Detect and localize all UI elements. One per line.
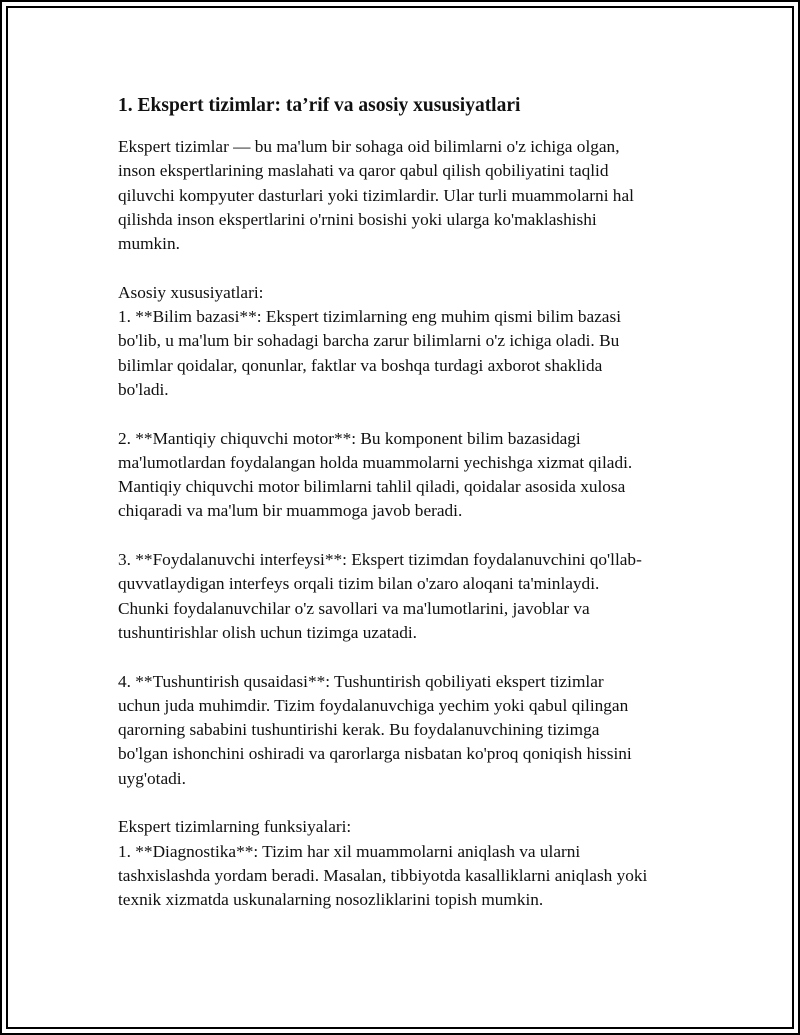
text-line: qilishda inson ekspertlarini o'rnini bosishi yoki ularga ko'maklashishi bbox=[118, 209, 597, 229]
text-line: bo'lgan ishonchini oshiradi va qarorlarga nisbatan ko'proq qoniqish hissini bbox=[118, 744, 632, 764]
text-line: tushuntirishlar olish uchun tizimga uzatadi. bbox=[118, 622, 418, 642]
paragraph-gap bbox=[118, 256, 698, 280]
text-line: 3. **Foydalanuvchi interfeysi**: Ekspert tizimdan foydalanuvchini qo'llab- bbox=[118, 550, 642, 570]
paragraph-gap bbox=[118, 524, 698, 548]
text-line: tashxislashda yordam beradi. Masalan, tibbiyotda kasalliklarni aniqlash yoki bbox=[118, 865, 648, 885]
text-line: 1. **Diagnostika**: Tizim har xil muammolarni aniqlash va ularni bbox=[118, 841, 581, 861]
text-line: inson ekspertlarining maslahati va qaror qabul qilish qobiliyatini taqlid bbox=[118, 161, 609, 181]
paragraph-gap bbox=[118, 645, 698, 669]
paragraph-inference-engine bbox=[118, 427, 698, 524]
text-line: uyg'otadi. bbox=[118, 768, 186, 788]
section-heading-functions: Ekspert tizimlarning funksiyalari: bbox=[118, 817, 352, 837]
paragraph-explanation bbox=[118, 670, 698, 791]
paragraph-functions bbox=[118, 815, 698, 912]
text-line: chiqaradi va ma'lum bir muammoga javob beradi. bbox=[118, 501, 463, 521]
text-line: bilimlar qoidalar, qonunlar, faktlar va boshqa turdagi axborot shaklida bbox=[118, 355, 603, 375]
text-line: Chunki foydalanuvchilar o'z savollari va ma'lumotlarini, javoblar va bbox=[118, 598, 590, 618]
text-line: bo'lib, u ma'lum bir sohadagi barcha zarur bilimlarni o'z ichiga oladi. Bu bbox=[118, 331, 620, 351]
text-line: qiluvchi kompyuter dasturlari yoki tizimlardir. Ular turli muammolarni hal bbox=[118, 185, 634, 205]
section-heading-features: Asosiy xususiyatlari: bbox=[118, 282, 264, 302]
text-line: 2. **Mantiqiy chiquvchi motor**: Bu komponent bilim bazasidagi bbox=[118, 428, 581, 448]
paragraph-intro bbox=[118, 135, 698, 256]
paragraph-gap bbox=[118, 791, 698, 815]
text-line: mumkin. bbox=[118, 234, 180, 254]
text-line: uchun juda muhimdir. Tizim foydalanuvchiga yechim yoki qabul qilingan bbox=[118, 695, 629, 715]
text-line: texnik xizmatda uskunalarning nosozliklarini topish mumkin. bbox=[118, 890, 544, 910]
text-line: ma'lumotlardan foydalangan holda muammolarni yechishga xizmat qiladi. bbox=[118, 452, 633, 472]
paragraph-features-heading-knowledge-base bbox=[118, 281, 698, 402]
text-line: 4. **Tushuntirish qusaidasi**: Tushuntirish qobiliyati ekspert tizimlar bbox=[118, 671, 604, 691]
text-line: 1. **Bilim bazasi**: Ekspert tizimlarning eng muhim qismi bilim bazasi bbox=[118, 307, 622, 327]
text-line: bo'ladi. bbox=[118, 379, 169, 399]
text-line: Mantiqiy chiquvchi motor bilimlarni tahlil qiladi, qoidalar asosida xulosa bbox=[118, 477, 626, 497]
text-line: qarorning sababini tushuntirishi kerak. Bu foydalanuvchining tizimga bbox=[118, 720, 600, 740]
text-line: Ekspert tizimlar — bu ma'lum bir sohaga oid bilimlarni o'z ichiga olgan, bbox=[118, 137, 620, 156]
document-title: 1. Ekspert tizimlar: ta’rif va asosiy xususiyatlari bbox=[118, 95, 521, 116]
document-body bbox=[118, 94, 698, 913]
paragraph-user-interface bbox=[118, 548, 698, 645]
paragraph-gap bbox=[118, 402, 698, 426]
text-line: quvvatlaydigan interfeys orqali tizim bilan o'zaro aloqani ta'minlaydi. bbox=[118, 574, 600, 594]
